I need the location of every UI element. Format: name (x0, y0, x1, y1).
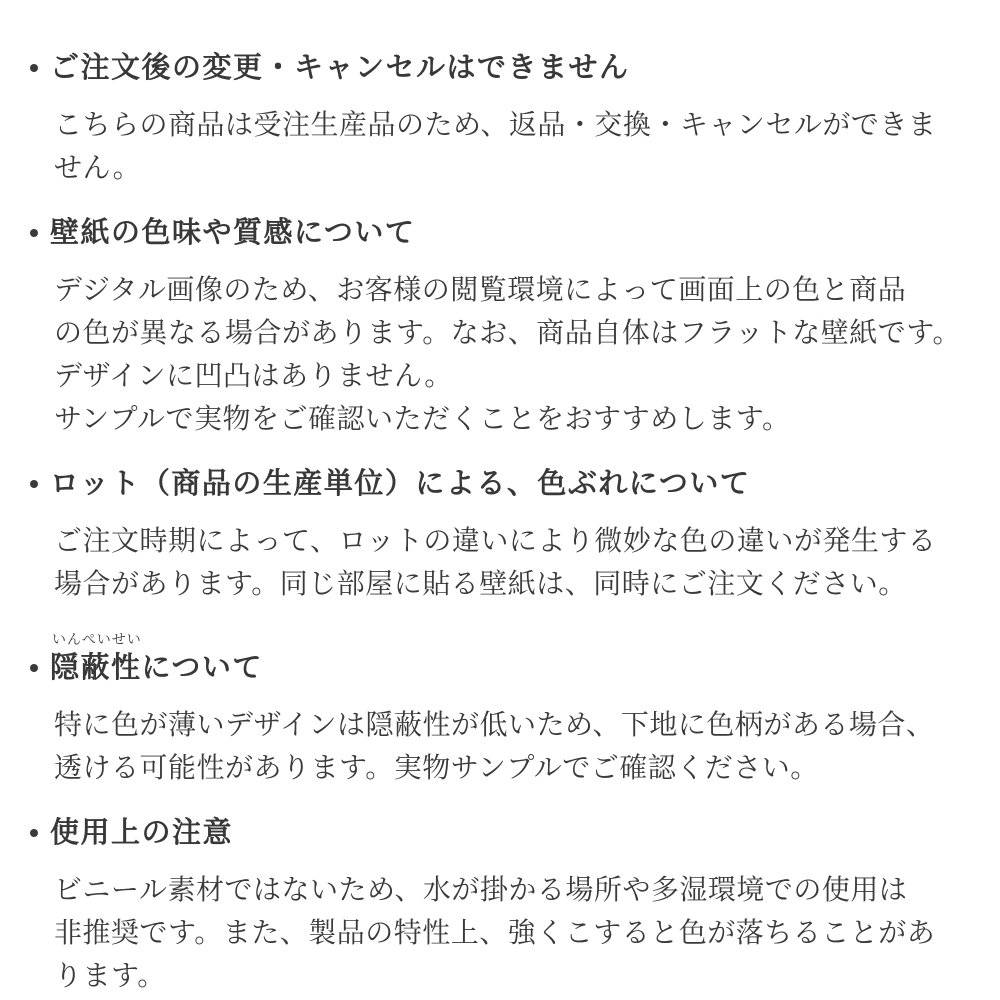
body-text-line: デジタル画像のため、お客様の閲覧環境によって画面上の色と商品 (54, 274, 907, 305)
body-text-line: 場合があります。同じ部屋に貼る壁紙は、同時にご注文ください。 (54, 568, 907, 599)
section-heading: 隠蔽性について (50, 652, 263, 684)
bullet-icon (28, 480, 50, 488)
section-heading: 使用上の注意 (50, 817, 234, 849)
section-heading: 壁紙の色味や質感について (50, 217, 416, 249)
furigana-label: いんぺいせい (52, 631, 142, 647)
notice-section-usage (28, 815, 976, 997)
body-text-line: 透ける可能性があります。実物サンプルでご確認ください。 (54, 752, 819, 783)
body-text-line: せん。 (54, 152, 142, 183)
notice-section-lot (28, 466, 976, 605)
section-heading-row (28, 815, 976, 851)
section-body (54, 268, 976, 440)
body-text-line: ご注文時期によって、ロットの違いにより微妙な色の違いが発生する (54, 525, 937, 556)
notice-list (28, 50, 976, 997)
body-text-line: デザインに凹凸はありません。 (54, 360, 453, 391)
body-text-line: 非推奨です。また、製品の特性上、強くこすると色が落ちることがあ (54, 917, 936, 948)
section-body (54, 868, 976, 997)
section-body (54, 519, 976, 605)
section-heading: ロット（商品の生産単位）による、色ぶれについて (50, 468, 751, 500)
section-heading-row (28, 466, 976, 502)
body-text-line: の色が異なる場合があります。なお、商品自体はフラットな壁紙です。 (54, 317, 961, 348)
body-text-line: サンプルで実物をご確認いただくことをおすすめします。 (54, 403, 791, 434)
body-text-line: ビニール素材ではないため、水が掛かる場所や多湿環境での使用は (54, 874, 908, 905)
section-heading-row (28, 650, 976, 686)
bullet-icon (28, 829, 50, 837)
body-text-line: ります。 (54, 960, 166, 991)
section-body (54, 703, 976, 789)
notice-section-color-texture (28, 215, 976, 440)
bullet-icon (28, 664, 50, 672)
section-heading-row (28, 215, 976, 251)
section-body (54, 103, 976, 189)
bullet-icon (28, 64, 50, 72)
notice-section-cancel (28, 50, 976, 189)
body-text-line: 特に色が薄いデザインは隠蔽性が低いため、下地に色柄がある場合、 (54, 709, 935, 740)
section-heading: ご注文後の変更・キャンセルはできません (50, 52, 630, 84)
notice-section-opacity (28, 631, 976, 789)
bullet-icon (28, 229, 50, 237)
body-text-line: こちらの商品は受注生産品のため、返品・交換・キャンセルができま (54, 109, 937, 140)
section-heading-row (28, 50, 976, 86)
